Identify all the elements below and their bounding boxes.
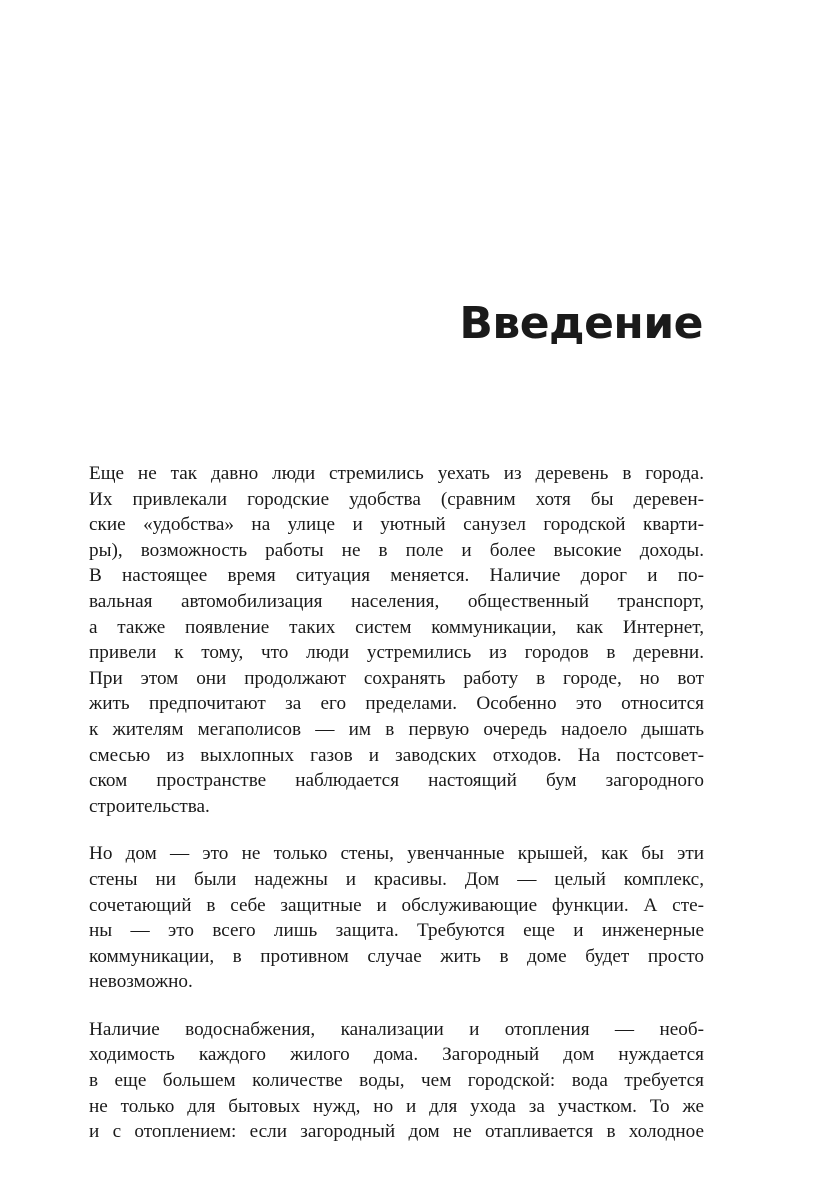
text-line: вальная автомобилизация населения, общественный транспорт,: [89, 590, 704, 612]
text-line: и с отоплением: если загородный дом не отапливается в холодное: [89, 1121, 704, 1143]
paragraph-3: [89, 1017, 704, 1145]
text-line: ском пространстве наблюдается настоящий бум загородного: [89, 770, 704, 792]
text-line: Еще не так давно люди стремились уехать из деревень в города.: [89, 463, 704, 484]
paragraph-1: [89, 461, 704, 819]
chapter-title: Введение: [459, 298, 703, 349]
text-line: смесью из выхлопных газов и заводских отходов. На постсовет-: [89, 744, 704, 766]
text-line: строительства.: [89, 795, 210, 817]
text-line: ские «удобства» на улице и уютный санузел городской кварти-: [89, 514, 704, 536]
text-line: а также появление таких систем коммуникации, как Интернет,: [89, 616, 704, 638]
text-line: в еще большем количестве воды, чем городской: вода требуется: [89, 1070, 704, 1092]
text-line: При этом они продолжают сохранять работу в городе, но вот: [89, 667, 704, 689]
text-line: ны — это всего лишь защита. Требуются еще и инженерные: [89, 920, 704, 942]
text-line: Их привлекали городские удобства (сравним хотя бы деревен-: [89, 488, 704, 510]
text-line: Наличие водоснабжения, канализации и отопления — необ-: [89, 1018, 704, 1040]
text-line: В настоящее время ситуация меняется. Наличие дорог и по-: [89, 565, 704, 587]
text-line: стены ни были надежны и красивы. Дом — целый комплекс,: [89, 868, 704, 890]
text-line: сочетающий в себе защитные и обслуживающие функции. А сте-: [89, 894, 704, 916]
body-text: [89, 461, 704, 1145]
text-line: ры), возможность работы не в поле и более высокие доходы.: [89, 539, 704, 561]
text-line: коммуникации, в противном случае жить в доме будет просто: [89, 945, 704, 967]
text-line: невозможно.: [89, 971, 193, 993]
text-line: привели к тому, что люди устремились из городов в деревни.: [89, 642, 704, 664]
text-line: жить предпочитают за его пределами. Особенно это относится: [89, 693, 704, 715]
text-line: к жителям мегаполисов — им в первую очередь надоело дышать: [89, 718, 704, 740]
text-line: ходимость каждого жилого дома. Загородный дом нуждается: [89, 1044, 704, 1066]
paragraph-2: [89, 841, 704, 995]
text-line: не только для бытовых нужд, но и для ухода за участком. То же: [89, 1095, 704, 1117]
text-line: Но дом — это не только стены, увенчанные крышей, как бы эти: [89, 843, 704, 865]
